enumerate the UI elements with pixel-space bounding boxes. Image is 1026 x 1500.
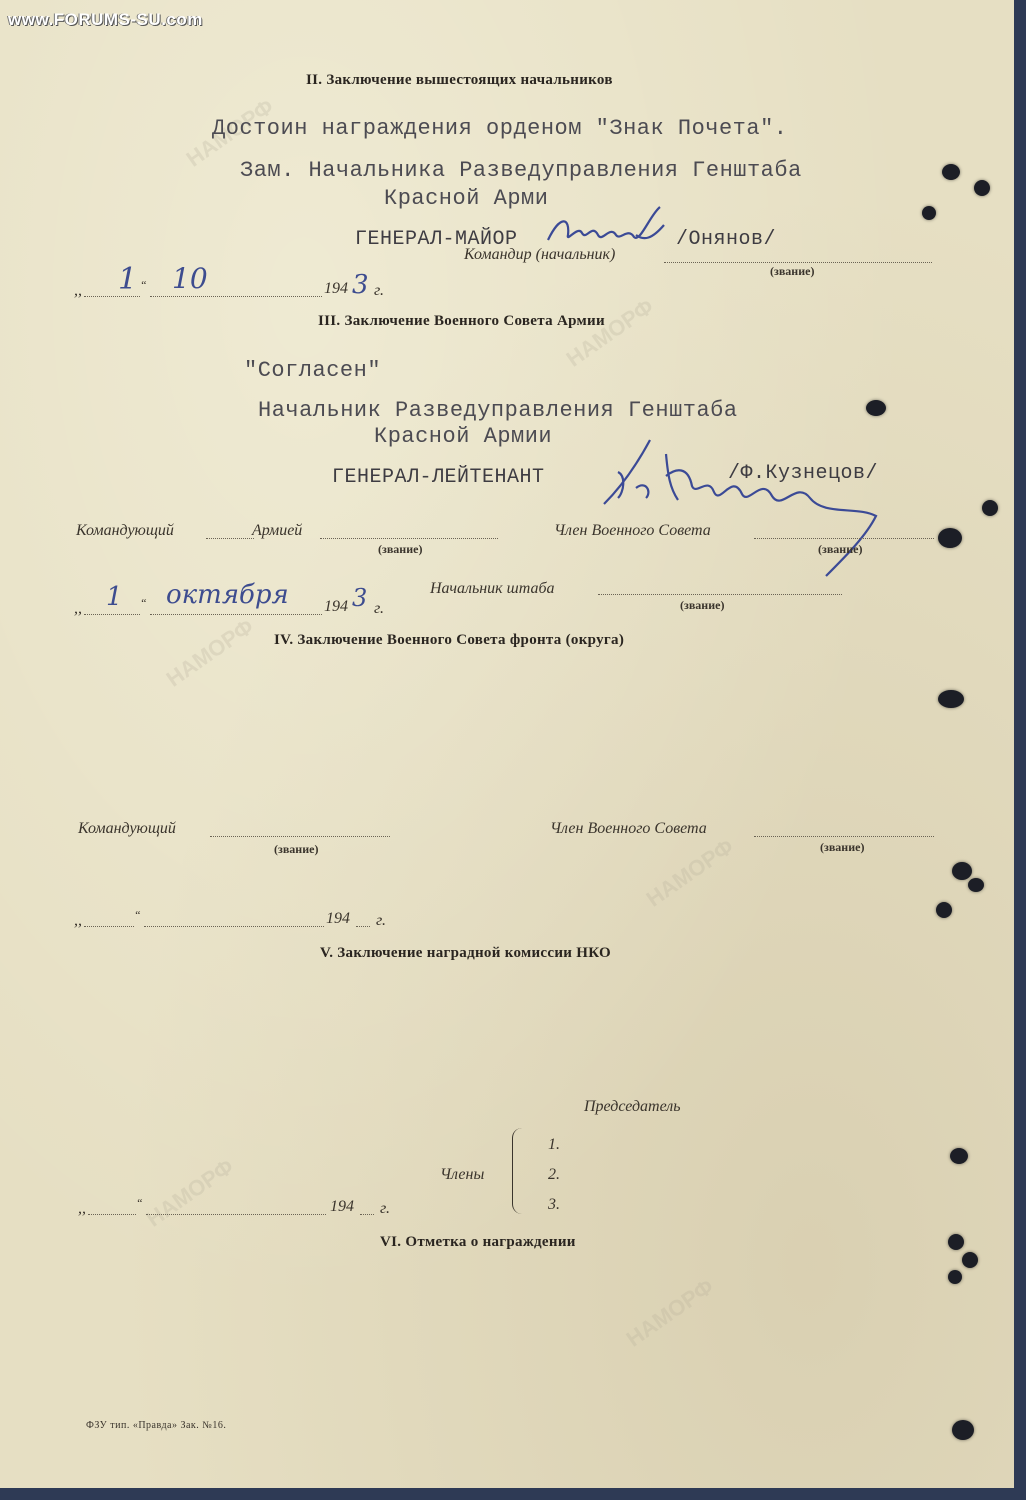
- date-year-prefix: 194: [324, 598, 348, 615]
- binder-hole: [950, 1148, 968, 1164]
- binder-hole: [922, 206, 936, 220]
- date-month-line: [150, 296, 322, 297]
- date-suffix: г.: [374, 282, 385, 299]
- chief-of-staff-line: [598, 594, 842, 595]
- rank-caption: (звание): [770, 264, 815, 278]
- date-close-quote: “: [140, 596, 147, 610]
- section-2-title: II. Заключение вышестоящих начальников: [306, 72, 613, 88]
- rank-caption: (звание): [680, 598, 725, 612]
- army-line-short: [206, 538, 254, 539]
- section-2-typed-line-2: Зам. Начальника Разведуправления Генштаба: [240, 158, 802, 183]
- rank-caption: (звание): [818, 542, 863, 556]
- date-year-handwritten: 3: [352, 584, 368, 612]
- date-suffix: г.: [374, 600, 385, 617]
- members-bracket: [512, 1128, 523, 1214]
- date-open-quote: ,,: [74, 282, 82, 299]
- binder-hole: [982, 500, 998, 516]
- rank-caption: (звание): [274, 842, 319, 856]
- date-open-quote: ,,: [74, 912, 82, 929]
- date-month-line: [144, 926, 324, 927]
- date-suffix: г.: [376, 912, 387, 929]
- background-watermark: НАМОРФ: [641, 833, 739, 912]
- army-commander-label: Командующий: [76, 522, 174, 539]
- binder-hole: [866, 400, 886, 416]
- army-council-line: [754, 538, 934, 539]
- date-year-handwritten: 3: [352, 270, 369, 300]
- date-month-line: [146, 1214, 326, 1215]
- rank-caption: (звание): [820, 840, 865, 854]
- background-watermark: НАМОРФ: [161, 613, 259, 692]
- section-2-typed-line-3: Красной Арми: [384, 186, 549, 211]
- section-3-typed-line-1: Начальник Разведуправления Генштаба: [258, 398, 738, 423]
- date-open-quote: ,,: [78, 1200, 86, 1217]
- binder-hole: [948, 1270, 962, 1284]
- background-watermark: НАМОРФ: [181, 93, 279, 172]
- date-close-quote: “: [134, 908, 141, 922]
- chief-of-staff-label: Начальник штаба: [430, 580, 555, 597]
- date-open-quote: ,,: [74, 600, 82, 617]
- binder-hole: [962, 1252, 978, 1268]
- date-day-line: [84, 614, 140, 615]
- date-year-line: [356, 926, 370, 927]
- section-3-name: /Ф.Кузнецов/: [728, 462, 879, 485]
- section-3-agree: "Согласен": [244, 358, 382, 383]
- date-day-line: [84, 926, 134, 927]
- section-3-rank: ГЕНЕРАЛ-ЛЕЙТЕНАНТ: [332, 466, 545, 489]
- section-3-title: III. Заключение Военного Совета Армии: [318, 313, 605, 329]
- printer-imprint: ФЗУ тип. «Правда» Зак. №16.: [86, 1420, 227, 1431]
- member-3: 3.: [548, 1196, 560, 1213]
- members-label: Члены: [440, 1166, 485, 1183]
- background-watermark: НАМОРФ: [621, 1273, 719, 1352]
- date-month-handwritten: октября: [166, 580, 289, 610]
- section-2-name: /Онянов/: [676, 228, 777, 251]
- date-close-quote: “: [140, 278, 147, 292]
- date-year-prefix: 194: [324, 280, 348, 297]
- binder-hole: [968, 878, 984, 892]
- date-day-handwritten: 1: [106, 582, 123, 612]
- front-council-label: Член Военного Совета: [550, 820, 707, 837]
- date-day-handwritten: 1: [118, 262, 138, 297]
- front-commander-line: [210, 836, 390, 837]
- binder-hole: [952, 862, 972, 880]
- date-suffix: г.: [380, 1200, 391, 1217]
- background-watermark: НАМОРФ: [141, 1153, 239, 1232]
- binder-hole: [938, 528, 962, 548]
- member-2: 2.: [548, 1166, 560, 1183]
- chairman-label: Председатель: [584, 1098, 681, 1115]
- site-watermark: www.FORUMS-SU.com: [8, 10, 203, 29]
- binder-hole: [974, 180, 990, 196]
- date-year-prefix: 194: [330, 1198, 354, 1215]
- section-2-typed-line-1: Достоин награждения орденом "Знак Почета".: [212, 116, 788, 141]
- date-year-prefix: 194: [326, 910, 350, 927]
- binder-hole: [952, 1420, 974, 1440]
- army-council-label: Член Военного Совета: [554, 522, 711, 539]
- date-year-line: [360, 1214, 374, 1215]
- section-5-title: V. Заключение наградной комиссии НКО: [320, 945, 612, 961]
- front-commander-label: Командующий: [78, 820, 176, 837]
- front-council-line: [754, 836, 934, 837]
- signature-kuznetsov: [596, 436, 886, 586]
- member-1: 1.: [548, 1136, 560, 1153]
- section-4-title: IV. Заключение Военного Совета фронта (округа): [274, 632, 625, 648]
- section-3-typed-line-2: Красной Армии: [374, 424, 553, 449]
- rank-caption: (звание): [378, 542, 423, 556]
- background-watermark: НАМОРФ: [561, 293, 659, 372]
- section-2-rank: ГЕНЕРАЛ-МАЙОР: [355, 228, 518, 251]
- commander-line: [664, 262, 932, 263]
- date-month-handwritten: 10: [172, 262, 208, 295]
- army-commander-line: [320, 538, 498, 539]
- army-label: Армией: [252, 522, 303, 539]
- binder-hole: [948, 1234, 964, 1250]
- date-month-line: [150, 614, 322, 615]
- binder-hole: [942, 164, 960, 180]
- date-day-line: [88, 1214, 136, 1215]
- binder-hole: [936, 902, 952, 918]
- section-6-title: VI. Отметка о награждении: [380, 1234, 576, 1250]
- binder-hole: [938, 690, 964, 708]
- date-close-quote: “: [136, 1196, 143, 1210]
- commander-label: Командир (начальник): [464, 246, 616, 263]
